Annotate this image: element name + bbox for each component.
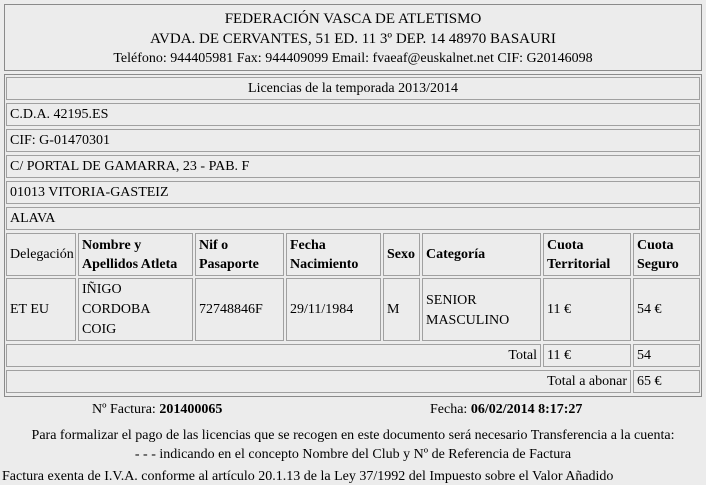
federation-contact: Teléfono: 944405981 Fax: 944409099 Email: fvaeaf@euskalnet.net CIF: G20146098 <box>113 51 593 66</box>
header-cuota-territorial-line2: Territorial <box>547 257 611 272</box>
payment-instructions: Para formalizar el pago de las licencias que se recogen en este documento será necesario Transferencia a la cuenta: <box>31 428 675 443</box>
header-nif <box>195 233 284 276</box>
total-territorial: 11 € <box>543 344 631 367</box>
header-cuota-seguro-line1: Cuota <box>637 238 674 253</box>
row-nombre-line1: IÑIGO <box>82 282 122 297</box>
invoice-number <box>92 402 222 418</box>
header-delegacion-label: Delegación <box>10 247 74 262</box>
total-abonar-value: 65 € <box>633 370 700 393</box>
row-sexo <box>383 278 420 341</box>
row-cuota-territorial-value: 11 € <box>547 302 571 317</box>
federation-name: FEDERACIÓN VASCA DE ATLETISMO <box>224 11 482 27</box>
total-seguro: 54 <box>633 344 700 367</box>
row-fecha <box>286 278 381 341</box>
total-abonar-label-cell <box>6 370 631 393</box>
row-nif <box>195 278 284 341</box>
invoice-date <box>430 402 582 418</box>
header-sexo <box>383 233 420 276</box>
season-title: Licencias de la temporada 2013/2014 <box>6 77 700 100</box>
row-cuota-seguro <box>633 278 700 341</box>
club-province: ALAVA <box>6 207 700 230</box>
header-cuota-seguro-line2: Seguro <box>637 257 679 272</box>
invoice-number-value: 201400065 <box>159 402 223 417</box>
total-label-cell <box>6 344 541 367</box>
header-categoria <box>422 233 541 276</box>
header-nif-line2: Pasaporte <box>199 257 259 272</box>
header-delegacion <box>6 233 76 276</box>
reference-instructions: - - - indicando en el concepto Nombre del Club y Nº de Referencia de Factura <box>134 447 572 462</box>
row-sexo-value: M <box>387 302 400 317</box>
header-fecha <box>286 233 381 276</box>
club-cif: CIF: G-01470301 <box>6 129 700 152</box>
header-fecha-line1: Fecha <box>290 238 326 253</box>
row-categoria <box>422 278 541 341</box>
header-nombre-line2: Apellidos Atleta <box>82 257 178 272</box>
federation-address: AVDA. DE CERVANTES, 51 ED. 11 3º DEP. 14 48970 BASAURI <box>150 31 556 47</box>
header-cuota-territorial <box>543 233 631 276</box>
row-cuota-territorial <box>543 278 631 341</box>
club-city: 01013 VITORIA-GASTEIZ <box>6 181 700 204</box>
header-categoria-label: Categoría <box>426 247 486 262</box>
row-fecha-value: 29/11/1984 <box>290 302 354 317</box>
row-nombre-line2: CORDOBA <box>82 302 151 317</box>
row-nombre-line3: COIG <box>82 322 117 337</box>
header-cuota-seguro <box>633 233 700 276</box>
header-nombre <box>78 233 193 276</box>
row-delegacion <box>6 278 76 341</box>
header-cuota-territorial-line1: Cuota <box>547 238 584 253</box>
header-nif-line1: Nif o <box>199 238 229 253</box>
header-sexo-label: Sexo <box>387 247 415 262</box>
header-nombre-line1: Nombre y <box>82 238 142 253</box>
total-abonar-label: Total a abonar <box>547 374 627 389</box>
row-nif-value: 72748846F <box>199 302 263 317</box>
total-label: Total <box>508 348 537 363</box>
row-categoria-line2: MASCULINO <box>426 313 510 328</box>
row-delegacion-value: ET EU <box>10 302 50 317</box>
invoice-number-label: Nº Factura: <box>92 402 156 417</box>
row-cuota-seguro-value: 54 € <box>637 302 662 317</box>
federation-header <box>4 4 702 71</box>
row-nombre <box>78 278 193 341</box>
club-street: C/ PORTAL DE GAMARRA, 23 - PAB. F <box>6 155 700 178</box>
row-categoria-line1: SENIOR <box>426 293 477 308</box>
invoice-date-label: Fecha: <box>430 402 468 417</box>
vat-exemption-note: Factura exenta de I.V.A. conforme al artículo 20.1.13 de la Ley 37/1992 del Impuesto sobre el Valor Añadido <box>2 469 614 484</box>
club-code: C.D.A. 42195.ES <box>6 103 700 126</box>
header-fecha-line2: Nacimiento <box>290 257 359 272</box>
invoice-date-value: 06/02/2014 8:17:27 <box>470 402 583 417</box>
